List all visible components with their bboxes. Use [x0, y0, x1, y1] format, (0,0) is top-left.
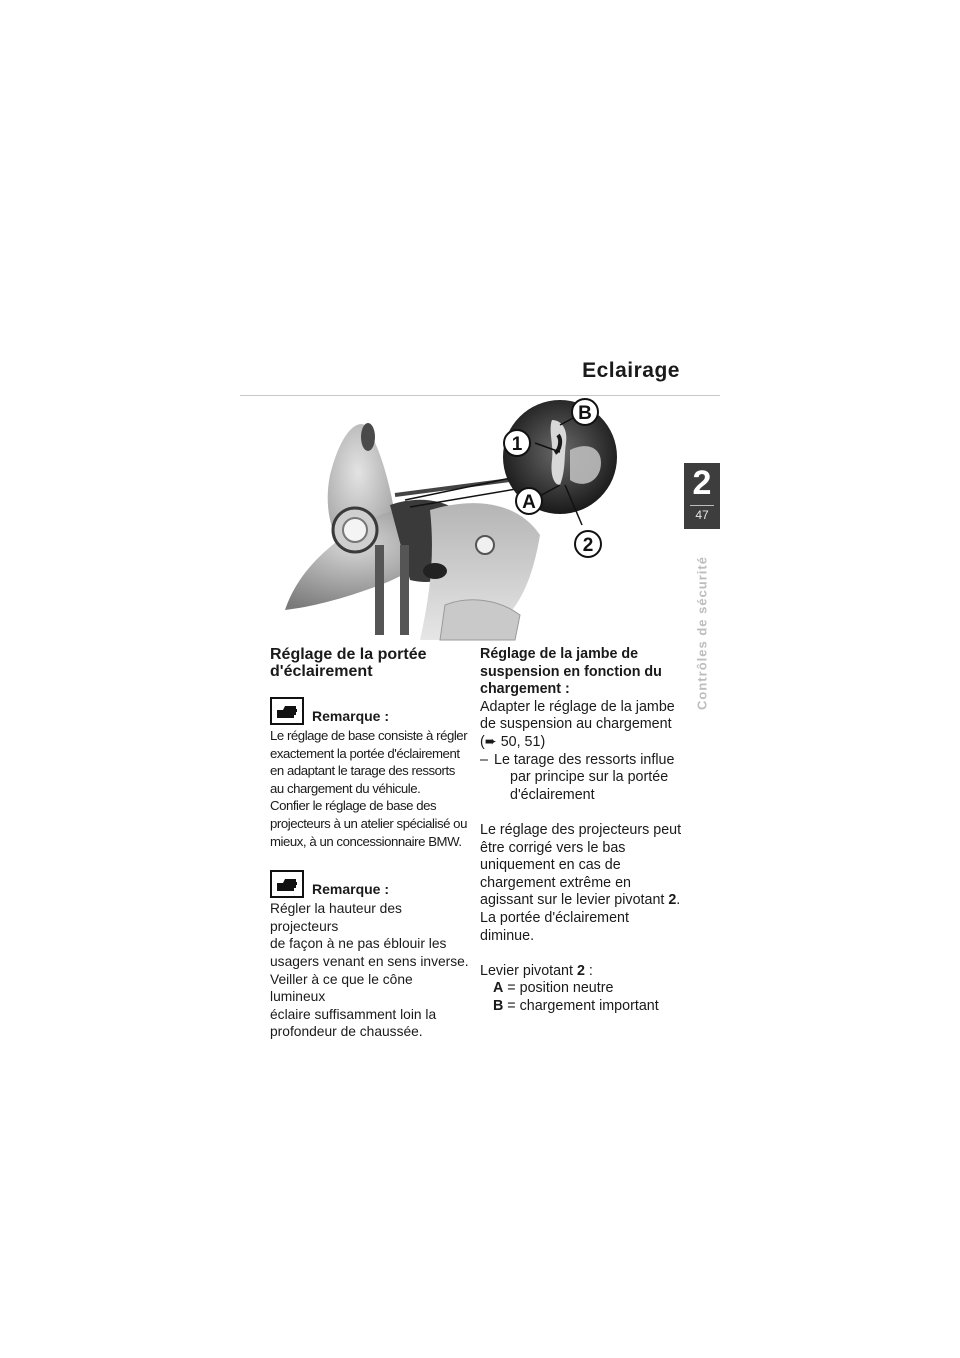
note-1-line: Le réglage de base consiste à régler — [270, 728, 468, 743]
text-run: agissant sur le levier pivotant — [480, 892, 669, 909]
note-2-line: éclaire suffisamment loin la — [270, 1006, 437, 1022]
lever-legend — [480, 963, 685, 1016]
section-side-label: Contrôles de sécurité — [694, 556, 710, 710]
note-1-line: au chargement du véhicule. — [270, 780, 421, 796]
suspension-paragraph — [480, 699, 685, 752]
paragraph-line: Le réglage des projecteurs peut — [480, 821, 682, 838]
note-2-line: usagers venant en sens inverse. — [270, 953, 469, 969]
text-run: : — [584, 962, 593, 979]
paragraph-line: chargement extrême en — [480, 874, 631, 891]
callout-2-label: 2 — [582, 535, 594, 556]
dash-bullet: – — [480, 751, 488, 768]
note-2-line: Régler la hauteur des projecteurs — [270, 901, 402, 934]
lever-legend-item — [480, 998, 685, 1016]
note-2-line: profondeur de chaussée. — [270, 1024, 423, 1040]
lever-legend-item — [480, 980, 685, 998]
note-1-line: en adaptant le tarage des ressorts — [270, 763, 455, 779]
motorcycle-headlight-figure — [270, 395, 680, 645]
dash-item-line: Le tarage des ressorts influe — [494, 751, 675, 768]
legend-value: = position neutre — [503, 980, 614, 997]
page-title: Eclairage — [582, 359, 680, 382]
projector-paragraph — [480, 822, 685, 945]
page-number: 47 — [695, 508, 709, 522]
suspension-heading-line: chargement : — [480, 681, 570, 698]
note-2-line: Veiller à ce que le cône lumineux — [270, 971, 413, 1005]
paragraph-line: La portée d'éclairement — [480, 909, 629, 926]
note-1-header — [270, 697, 470, 725]
page-reference: (➨ 50, 51) — [480, 733, 546, 750]
text-run: . — [676, 892, 681, 909]
paragraph-line: diminue. — [480, 927, 535, 944]
note-2-text — [270, 900, 470, 1041]
lever-legend-title — [480, 963, 685, 981]
callout-1-badge — [504, 430, 530, 456]
legend-key: A — [493, 980, 504, 997]
paragraph-line: être corrigé vers le bas — [480, 839, 626, 856]
lever-ref-number: 2 — [576, 962, 585, 979]
paragraph-line: uniquement en cas de — [480, 857, 621, 874]
suspension-heading-line: Réglage de la jambe de — [480, 646, 639, 662]
note-1-text — [270, 727, 470, 850]
note-hand-icon — [270, 697, 304, 725]
paragraph-line: Adapter le réglage de la jambe — [480, 698, 675, 715]
callout-1-label: 1 — [511, 434, 523, 455]
dash-list-item — [480, 752, 685, 805]
left-column — [270, 646, 470, 1041]
suspension-heading-line: suspension en fonction du — [480, 663, 662, 680]
callout-b-badge — [572, 399, 598, 425]
note-1-line: projecteurs à un atelier spécialisé ou — [270, 815, 467, 831]
callout-a-badge — [516, 488, 542, 514]
note-2-label: Remarque : — [312, 881, 390, 898]
lever-ref-number: 2 — [668, 892, 677, 909]
section-heading: Réglage de la portée d'éclairement — [270, 646, 427, 680]
right-column — [480, 646, 685, 1015]
legend-value: = chargement important — [503, 997, 659, 1014]
paragraph-line: de suspension au chargement — [480, 716, 672, 733]
text-run: Levier pivotant — [480, 962, 577, 979]
callout-b-label: B — [578, 403, 592, 424]
chapter-number: 2 — [692, 464, 712, 502]
dash-item-line: d'éclairement — [510, 786, 595, 803]
note-2-header — [270, 870, 470, 898]
note-1-line: Confier le réglage de base des — [270, 798, 437, 814]
legend-key: B — [493, 997, 504, 1014]
paragraph-line — [480, 892, 685, 910]
note-1-line: exactement la portée d'éclairement — [270, 745, 460, 761]
note-2-line: de façon à ne pas éblouir les — [270, 936, 447, 952]
callout-2-badge — [575, 531, 601, 557]
dash-item-line: par principe sur la portée — [510, 769, 669, 786]
suspension-heading — [480, 646, 685, 699]
note-hand-icon — [270, 870, 304, 898]
note-1-line: mieux, à un concessionnaire BMW. — [270, 833, 462, 849]
chapter-tab-divider — [690, 505, 714, 506]
callout-a-label: A — [522, 492, 536, 513]
note-1-label: Remarque : — [312, 708, 390, 724]
